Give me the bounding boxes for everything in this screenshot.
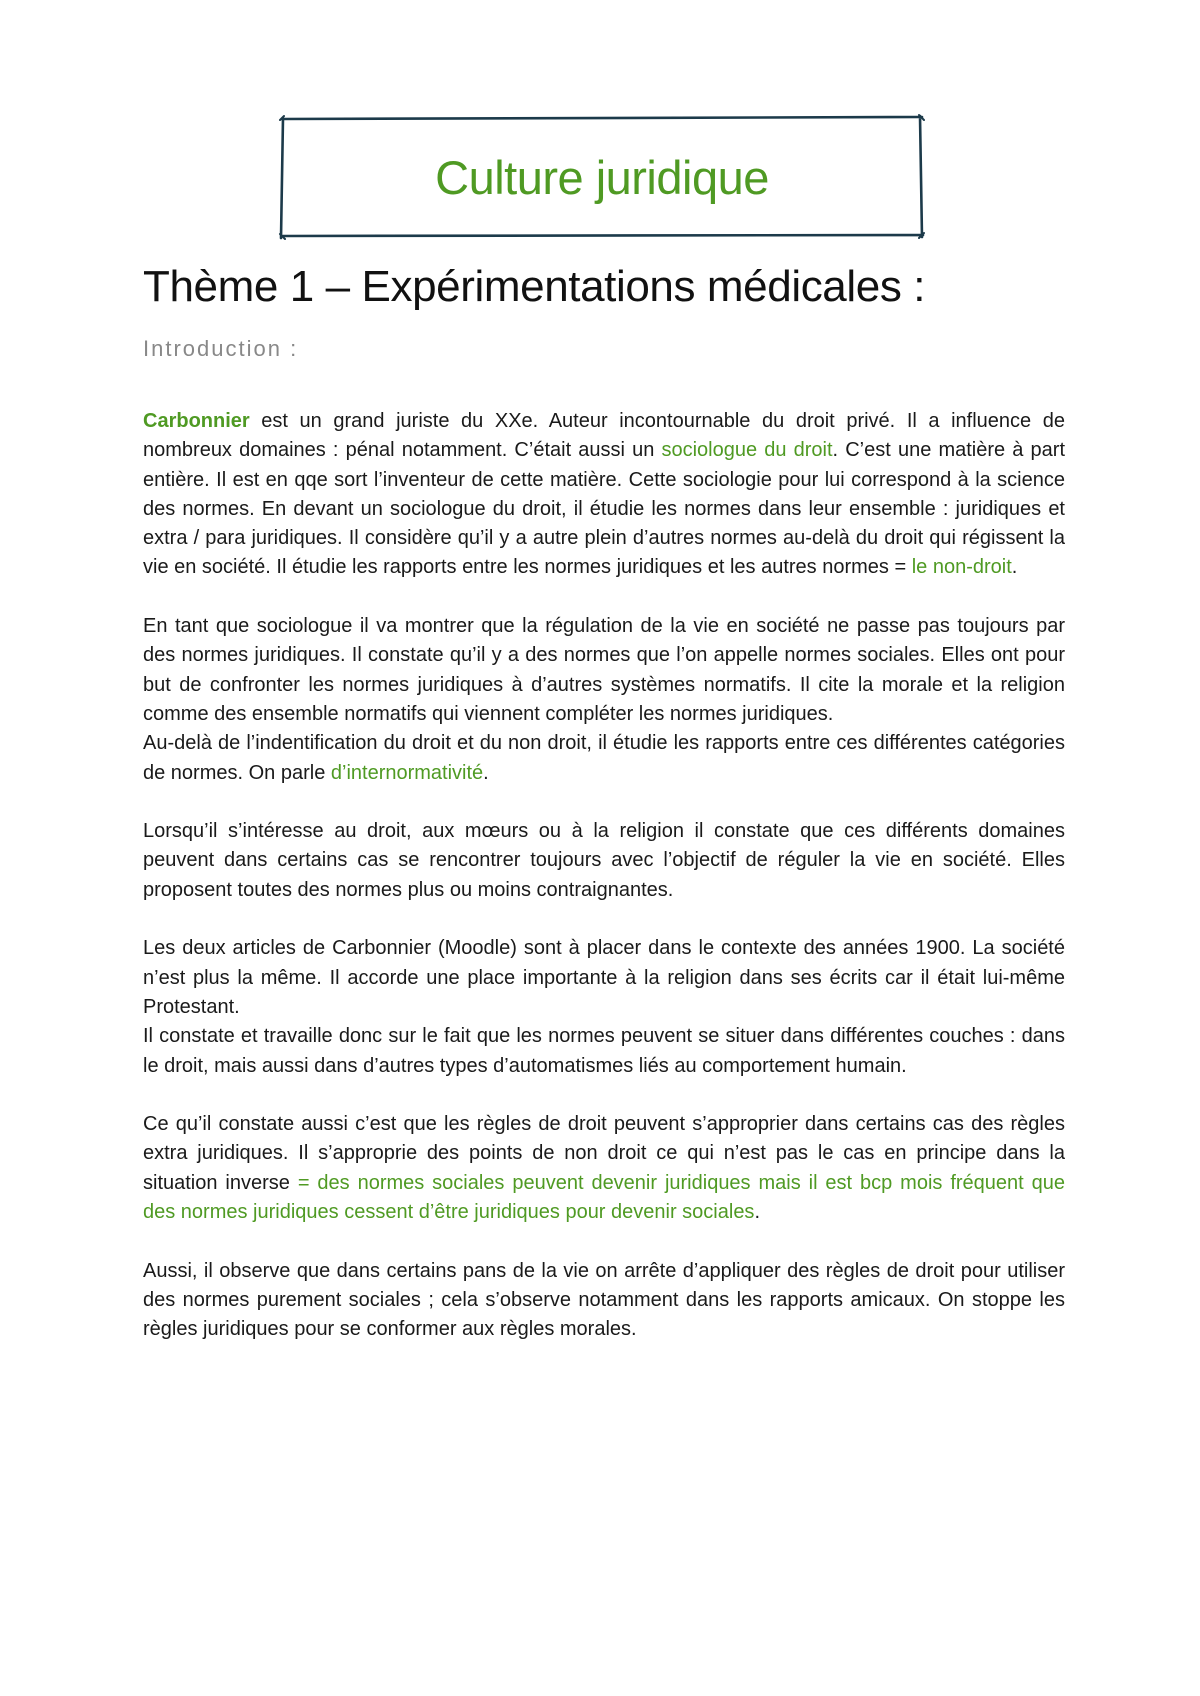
highlighted-term: d’internormativité [330, 761, 484, 784]
text-segment: est un grand juriste du XXe. Auteur incontournable du droit privé. Il a influence de nombreux domaines : pénal notamment. C’était aussi un [143, 410, 1065, 462]
paragraph [143, 407, 1065, 583]
body-text [143, 407, 1065, 1374]
paragraph [143, 817, 1065, 905]
highlighted-term: sociologue du droit [661, 439, 833, 462]
text-segment: . [754, 1201, 760, 1224]
paragraph [143, 1257, 1065, 1345]
highlighted-term: le non-droit [911, 556, 1012, 579]
text-segment: Aussi, il observe que dans certains pans de la vie on arrête d’appliquer des règles de droit pour utiliser des normes purement sociales ; cela s’observe notamment dans les rapports amicaux. On stoppe les règles juridiques pour se conformer aux règles morales. [143, 1259, 1065, 1341]
introduction-heading: Introduction : [143, 336, 299, 361]
text-segment: Au-delà de l’indentification du droit et du non droit, il étudie les rapports entre ces différentes catégories de normes. On parle [143, 732, 1065, 784]
text-segment: Lorsqu’il s’intéresse au droit, aux mœurs ou à la religion il constate que ces différents domaines peuvent dans certains cas se rencontrer toujours avec l’objectif de réguler la vie en société. Elles proposent toutes des normes plus ou moins contraignantes. [143, 820, 1065, 901]
text-segment: Il constate et travaille donc sur le fait que les normes peuvent se situer dans différentes couches : dans le droit, mais aussi dans d’autres types d’automatismes liés au comportement humain. [143, 1025, 1065, 1077]
text-segment: . C’est une matière à part entière. Il est en qqe sort l’inventeur de cette matière. Cette sociologie pour lui correspond à la science des normes. En devant un sociologue du droit, il étudie les normes dans leur ensemble : juridiques et extra / para juridiques. Il considère qu’il y a autre plein d’autres normes au-delà du droit qui régissent la vie en société. Il étudie les rapports entre les normes juridiques et les autres normes = [143, 439, 1065, 579]
paragraph [143, 612, 1065, 729]
text-segment: Ce qu’il constate aussi c’est que les règles de droit peuvent s’approprier dans certains cas des règles extra juridiques. Il s’approprie des points de non droit ce qui n’est pas le cas en principe dans la situation inverse [143, 1113, 1065, 1194]
paragraph [143, 1022, 1065, 1081]
highlighted-name: Carbonnier [143, 410, 250, 432]
title-box [282, 118, 922, 236]
text-segment: En tant que sociologue il va montrer que la régulation de la vie en société ne passe pas toujours par des normes juridiques. Il constate qu’il y a des normes que l’on appelle normes sociales. Elles ont pour but de confronter les normes juridiques à d’autres systèmes normatifs. Il cite la morale et la religion comme des ensemble normatifs qui viennent compléter les normes juridiques. [143, 615, 1065, 725]
theme-heading: Thème 1 – Expérimentations médicales : [143, 262, 926, 311]
paragraph [143, 1110, 1065, 1227]
text-segment: . [1011, 556, 1018, 579]
paragraph [143, 729, 1065, 788]
text-segment: Les deux articles de Carbonnier (Moodle) sont à placer dans le contexte des années 1900. La société n’est plus la même. Il accorde une place importante à la religion dans ses écrits car il était lui-même Protestant. [143, 937, 1065, 1018]
paragraph [143, 934, 1065, 1022]
highlighted-term: = des normes sociales peuvent devenir juridiques mais il est bcp mois fréquent que des normes juridiques cessent d’être juridiques pour devenir sociales [143, 1171, 1066, 1224]
text-segment: . [483, 761, 489, 784]
document-title: Culture juridique [435, 150, 769, 204]
